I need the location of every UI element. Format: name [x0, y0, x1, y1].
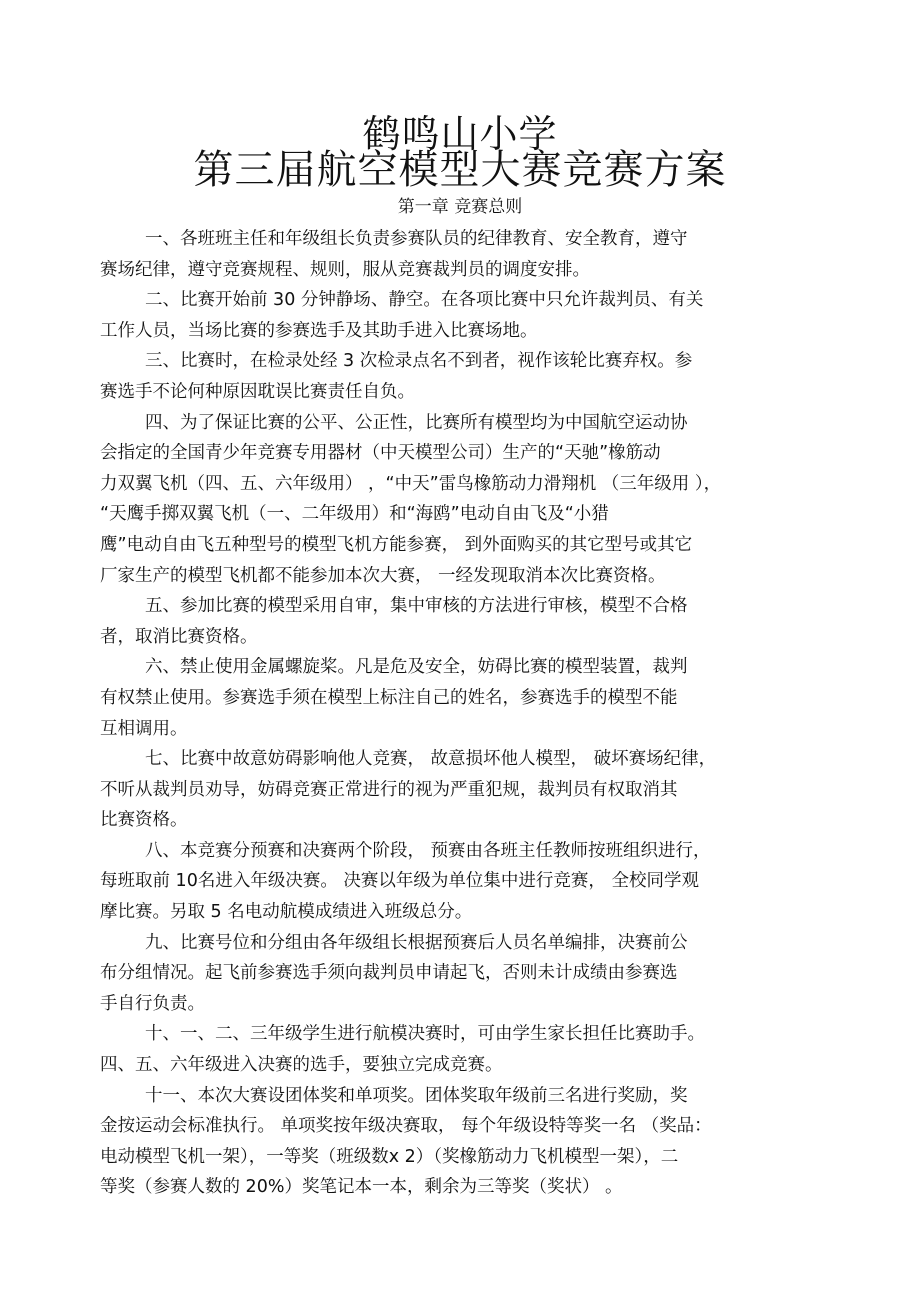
- rule-11-line-2: 金按运动会标准执行。 单项奖按年级决赛取， 每个年级设特等奖一名 （奖品：: [100, 1116, 712, 1137]
- rule-5-line-2: 者，取消比赛资格。: [100, 626, 258, 647]
- rule-4-line-2: 会指定的全国青少年竞赛专用器材（中天模型公司）生产的“天驰”橡筋动: [100, 443, 661, 464]
- rule-1-line-2: 赛场纪律，遵守竞赛规程、规则，服从竞赛裁判员的调度安排。: [100, 259, 590, 280]
- rule-11-line-4: 等奖（参赛人数的 20%）奖笔记本一本，剩余为三等奖（奖状） 。: [100, 1177, 623, 1198]
- rule-11-line-3: 电动模型飞机一架），一等奖（班级数x 2）（奖橡筋动力飞机模型一架），二: [100, 1146, 679, 1167]
- rule-4-line-5: 鹰”电动自由飞五种型号的模型飞机方能参赛， 到外面购买的其它型号或其它: [100, 534, 693, 555]
- rule-7-line-3: 比赛资格。: [100, 810, 188, 831]
- document-title: 第三届航空模型大赛竞赛方案: [193, 147, 727, 193]
- school-name-title: 鹤鸣山小学: [362, 112, 558, 156]
- rule-2-line-2: 工作人员，当场比赛的参赛选手及其助手进入比赛场地。: [100, 320, 538, 341]
- rule-9-line-2: 布分组情况。起飞前参赛选手须向裁判员申请起飞，否则未计成绩由参赛选: [100, 963, 678, 984]
- rule-6-line-2: 有权禁止使用。参赛选手须在模型上标注自己的姓名，参赛选手的模型不能: [100, 687, 678, 708]
- rule-10-line-2: 四、五、六年级进入决赛的选手，要独立完成竞赛。: [100, 1055, 503, 1076]
- rule-1-line-1: 一、各班班主任和年级组长负责参赛队员的纪律教育、安全教育，遵守: [145, 229, 688, 249]
- rule-7-line-2: 不听从裁判员劝导，妨碍竞赛正常进行的视为严重犯规，裁判员有权取消其: [100, 779, 678, 800]
- rule-6-line-3: 互相调用。: [100, 718, 188, 739]
- chapter-heading: 第一章 竞赛总则: [397, 197, 523, 217]
- rule-4-line-1: 四、为了保证比赛的公平、公正性，比赛所有模型均为中国航空运动协: [145, 412, 688, 433]
- rule-7-line-1: 七、比赛中故意妨碍影响他人竞赛， 故意损坏他人模型， 破坏赛场纪律，: [145, 749, 717, 770]
- rule-10-line-1: 十、一、二、三年级学生进行航模决赛时，可由学生家长担任比赛助手。: [145, 1024, 705, 1045]
- rule-9-line-3: 手自行负责。: [100, 993, 205, 1014]
- rule-4-line-3: 力双翼飞机（四、五、六年级用） ，“中天”雷鸟橡筋动力滑翔机 （三年级用 ），: [100, 473, 722, 494]
- rule-6-line-1: 六、禁止使用金属螺旋桨。凡是危及安全，妨碍比赛的模型装置，裁判: [145, 657, 688, 678]
- rule-8-line-1: 八、本竞赛分预赛和决赛两个阶段， 预赛由各班主任教师按班组织进行，: [145, 840, 711, 861]
- rule-9-line-1: 九、比赛号位和分组由各年级组长根据预赛后人员名单编排，决赛前公: [145, 932, 688, 953]
- rule-2-line-1: 二、比赛开始前 30 分钟静场、静空。在各项比赛中只允许裁判员、有关: [145, 290, 704, 311]
- rule-11-line-1: 十一、本次大赛设团体奖和单项奖。团体奖取年级前三名进行奖励，奖: [145, 1085, 688, 1106]
- rule-8-line-2: 每班取前 10名进入年级决赛。 决赛以年级为单位集中进行竞赛， 全校同学观: [100, 871, 699, 892]
- rule-3-line-2: 赛选手不论何种原因耽误比赛责任自负。: [100, 381, 415, 402]
- document-body: [100, 224, 820, 1203]
- rule-4-line-4: “天鹰手掷双翼飞机（一、二年级用）和“海鸥”电动自由飞及“小猎: [100, 504, 609, 525]
- rule-4-line-6: 厂家生产的模型飞机都不能参加本次大赛， 一经发现取消本次比赛资格。: [100, 565, 666, 586]
- rule-5-line-1: 五、参加比赛的模型采用自审，集中审核的方法进行审核，模型不合格: [145, 596, 688, 617]
- rule-8-line-3: 摩比赛。另取 5 名电动航模成绩进入班级总分。: [100, 902, 473, 923]
- rule-3-line-1: 三、比赛时，在检录处经 3 次检录点名不到者，视作该轮比赛弃权。参: [145, 351, 693, 372]
